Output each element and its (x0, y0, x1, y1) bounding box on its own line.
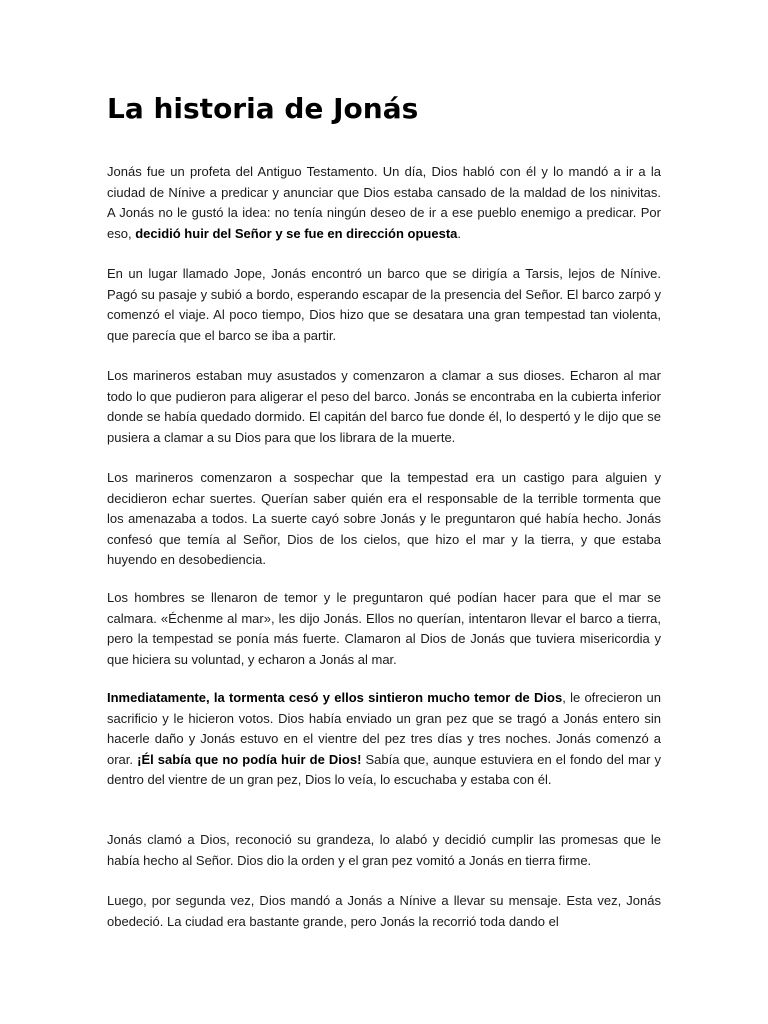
paragraph-bold-text: ¡Él sabía que no podía huir de Dios! (137, 751, 362, 767)
paragraph-text: Los hombres se llenaron de temor y le preguntaron qué podían hacer para que el mar se calmara. «Échenme al mar», les dijo Jonás. Ellos no querían, intentaron llevar el barco a tierra, pero la tempestad se ponía más fuerte. Clamaron al Dios de Jonás que tuviera misericordia y que hiciera su voluntad, y echaron a Jonás al mar. (107, 590, 661, 667)
document-title: La historia de Jonás (107, 92, 419, 125)
paragraph-text: . (457, 225, 462, 241)
paragraph-text: Los marineros comenzaron a sospechar que la tempestad era un castigo para alguien y decidieron echar suertes. Querían saber quién era el responsable de la terrible tormenta que los amenazaba a todos. La suerte cayó sobre Jonás y le preguntaron qué había hecho. Jonás confesó que temía al Señor, Dios de los cielos, que hizo el mar y la tierra, y que estaba huyendo en desobediencia. (107, 470, 661, 568)
paragraph-bold-text: Inmediatamente, la tormenta cesó y ellos sintieron mucho temor de Dios (107, 690, 563, 705)
paragraph-5 (107, 588, 661, 670)
paragraph-text: Luego, por segunda vez, Dios mandó a Jonás a Nínive a llevar su mensaje. Esta vez, Jonás obedeció. La ciudad era bastante grande, pero Jonás la recorrió toda dando el (107, 893, 661, 929)
paragraph-6 (107, 688, 661, 791)
paragraph-2 (107, 264, 661, 346)
paragraph-7 (107, 830, 661, 871)
paragraph-text: Sabía que, aunque estuviera en el fondo del mar y dentro del vientre de un gran pez, Dios lo veía, lo escuchaba y estaba con él. (107, 751, 661, 788)
paragraph-text: Jonás clamó a Dios, reconoció su grandeza, lo alabó y decidió cumplir las promesas que le había hecho al Señor. Dios dio la orden y el gran pez vomitó a Jonás en tierra firme. (107, 832, 661, 868)
paragraph-4 (107, 468, 661, 571)
paragraph-1 (107, 162, 661, 244)
paragraph-text: Los marineros estaban muy asustados y comenzaron a clamar a sus dioses. Echaron al mar todo lo que pudieron para aligerar el peso del barco. Jonás se encontraba en la cubierta inferior donde se había quedado dormido. El capitán del barco fue donde él, lo despertó y le dijo que se pusiera a clamar a su Dios para que los librara de la muerte. (107, 368, 661, 445)
paragraph-text: En un lugar llamado Jope, Jonás encontró un barco que se dirigía a Tarsis, lejos de Nínive. Pagó su pasaje y subió a bordo, esperando escapar de la presencia del Señor. El barco zarpó y comenzó el viaje. Al poco tiempo, Dios hizo que se desatara una gran tempestad tan violenta, que parecía que el barco se iba a partir. (107, 266, 661, 343)
paragraph-text: , le ofrecieron un sacrificio y le hicieron votos. Dios había enviado un gran pez que se tragó a Jonás entero sin hacerle daño y Jonás estuvo en el vientre del pez tres días y tres noches. Jonás comenzó a orar. (107, 690, 661, 767)
paragraph-bold-text: decidió huir del Señor y se fue en dirección opuesta (135, 225, 458, 241)
paragraph-8 (107, 891, 661, 932)
paragraph-3 (107, 366, 661, 448)
paragraph-text: Jonás fue un profeta del Antiguo Testamento. Un día, Dios habló con él y lo mandó a ir a la ciudad de Nínive a predicar y anunciar que Dios estaba cansado de la maldad de los ninivitas. A Jonás no le gustó la idea: no tenía ningún deseo de ir a ese pueblo enemigo a predicar. Por eso, (107, 164, 661, 241)
document-page (107, 0, 661, 1024)
